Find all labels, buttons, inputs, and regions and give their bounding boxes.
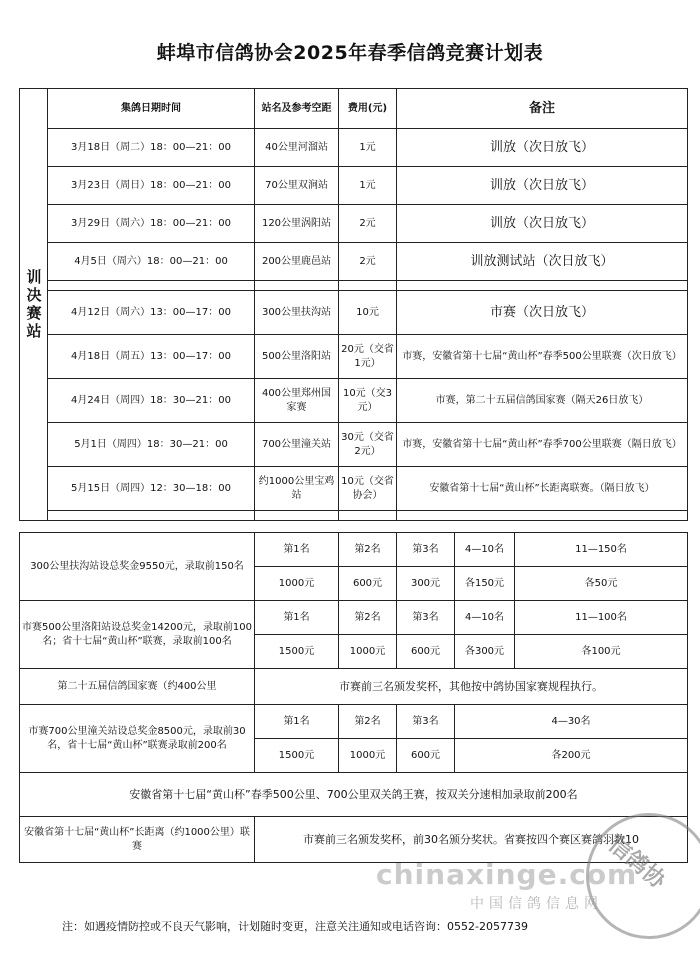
header-fee: 费用(元) bbox=[339, 89, 397, 129]
table-row: 3月18日（周二）18：00—21：00 40公里河溜站 1元 训放（次日放飞） bbox=[20, 129, 688, 167]
prize-row-long: 安徽省第十七届“黄山杯”长距离（约1000公里）联赛 市赛前三名颁发奖杯，前30名颁分奖状。省赛按四个赛区赛鸽羽数10 bbox=[20, 817, 688, 863]
table-row: 3月23日（周日）18：00—21：00 70公里双涧站 1元 训放（次日放飞） bbox=[20, 167, 688, 205]
header-note: 备注 bbox=[397, 89, 688, 129]
footer-note: 注：如遇疫情防控或不良天气影响，计划随时变更，注意关注通知或电话咨询：0552-2057739 bbox=[62, 920, 528, 933]
prize-row-700: 市赛700公里潼关站设总奖金8500元，录取前30名，省十七届“黄山杯”联赛录取前200名 第1名 第2名 第3名 4—30名 bbox=[20, 705, 688, 739]
watermark-cn: 中国信鸽信息网 bbox=[470, 896, 603, 912]
stamp-text: 信鸽协 bbox=[603, 832, 671, 894]
table-row: 3月29日（周六）18：00—21：00 120公里涡阳站 2元 训放（次日放飞） bbox=[20, 205, 688, 243]
table-row: 4月12日（周六）13：00—17：00 300公里扶沟站 10元 市赛（次日放飞） bbox=[20, 291, 688, 335]
divider-row bbox=[20, 281, 688, 291]
table-row: 5月15日（周四）12：30—18：00 约1000公里宝鸡站 10元（交省协会） 安徽省第十七届“黄山杯”长距离联赛。（隔日放飞） bbox=[20, 467, 688, 511]
prize-row-500: 市赛500公里洛阳站设总奖金14200元，录取前100名；省十七届“黄山杯”联赛，录取前100名 第1名 第2名 第3名 4—10名 11—100名 bbox=[20, 601, 688, 635]
prize-row-300: 300公里扶沟站设总奖金9550元，录取前150名 第1名 第2名 第3名 4—10名 11—150名 bbox=[20, 533, 688, 567]
table-row: 5月1日（周四）18：30—21：00 700公里潼关站 30元（交省2元） 市赛，安徽省第十七届“黄山杯”春季700公里联赛（隔日放飞） bbox=[20, 423, 688, 467]
schedule-table bbox=[19, 88, 688, 521]
watermark: chinaxinge.com bbox=[376, 858, 638, 891]
side-label: 训决赛站 bbox=[20, 89, 48, 521]
header-station: 站名及参考空距 bbox=[255, 89, 339, 129]
prize-table: 300公里扶沟站设总奖金9550元，录取前150名 第1名 第2名 第3名 4—10名 11—150名 1000元 600元 300元 各150元 各50元 市赛500公里洛阳站设总奖金14200元，录取前100名；省十七届“黄山杯”联赛，录取前100名 第1名 第2名 第3名 4—10名 11—100名 1500元 1000元 600元 各300元 各100元 第二十五届信鸽国家赛（约400公里 市赛前三名颁发奖杯，其他按中鸽协国家赛规程执行。 市赛700公里潼关站设总奖金8500元，录取前30名，省十七届“黄山杯”联赛录取前200名 第1名 第2名 第3名 4—30名 1500元 1000元 600元 各200元 安徽省第十七届“黄山杯”春季500公里、700公里双关鸽王赛，按双关分速相加录取前200名 安徽省第十七届“黄山杯”长距离（约1000公里）联赛 市赛前三名颁发奖杯，前30名颁分奖状。省赛按四个赛区赛鸽羽数10 bbox=[19, 532, 688, 863]
table-row: 4月24日（周四）18：30—21：00 400公里郑州国家赛 10元（交3元） 市赛，第二十五届信鸽国家赛（隔天26日放飞） bbox=[20, 379, 688, 423]
table-row: 4月5日（周六）18：00—21：00 200公里鹿邑站 2元 训放测试站（次日放飞） bbox=[20, 243, 688, 281]
header-date: 集鸽日期时间 bbox=[48, 89, 255, 129]
divider-row bbox=[20, 511, 688, 521]
table-row: 4月18日（周五）13：00—17：00 500公里洛阳站 20元（交省1元） 市赛，安徽省第十七届“黄山杯”春季500公里联赛（次日放飞） bbox=[20, 335, 688, 379]
prize-row-national: 第二十五届信鸽国家赛（约400公里 市赛前三名颁发奖杯，其他按中鸽协国家赛规程执行。 bbox=[20, 669, 688, 705]
page-title: 蚌埠市信鸽协会2025年春季信鸽竞赛计划表 bbox=[156, 42, 544, 64]
prize-row-combined: 安徽省第十七届“黄山杯”春季500公里、700公里双关鸽王赛，按双关分速相加录取前200名 bbox=[20, 773, 688, 817]
